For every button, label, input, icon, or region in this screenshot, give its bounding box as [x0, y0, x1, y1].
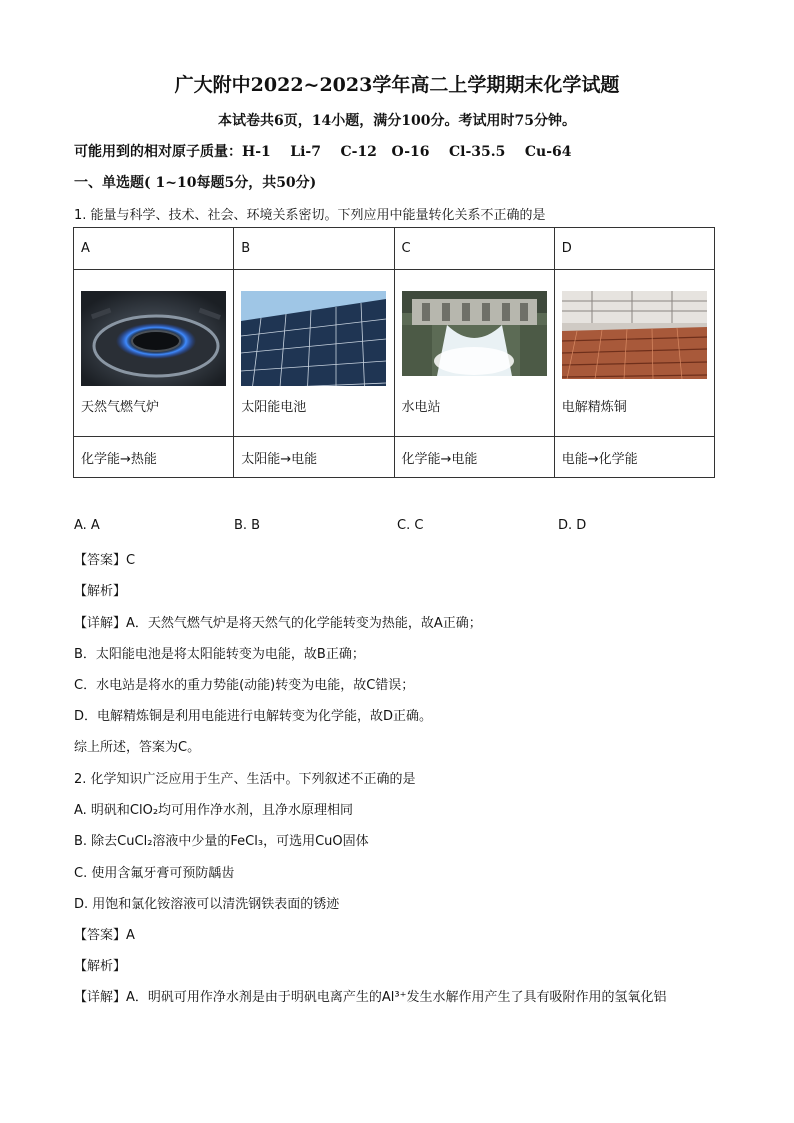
q1-option-a: A. A [74, 518, 100, 533]
q2-option-b: B. 除去CuCl₂溶液中少量的FeCl₃，可选用CuO固体 [74, 834, 369, 849]
q1-stem: 1. 能量与科学、技术、社会、环境关系密切。下列应用中能量转化关系不正确的是 [74, 208, 546, 223]
cell-c [394, 270, 554, 437]
caption-d: 电解精炼铜 [561, 400, 627, 415]
q1-option-c: C. C [397, 518, 424, 533]
q1-detail-line: B．太阳能电池是将太阳能转变为电能，故B正确； [74, 647, 365, 662]
q1-analysis-label: 【解析】 [74, 584, 127, 599]
cell-a [74, 270, 234, 437]
exam-info: 本试卷共6页，14小题，满分100分。考试用时75分钟。 [218, 113, 576, 129]
caption-a: 天然气燃气炉 [81, 400, 160, 415]
atomic-masses: 可能用到的相对原子质量：H-1 Li-7 C-12 O-16 Cl-35.5 Cu-64 [74, 144, 572, 160]
conversion-c: 化学能→电能 [394, 437, 554, 478]
conversion-b: 太阳能→电能 [234, 437, 394, 478]
q2-option-d: D. 用饱和氯化铵溶液可以清洗钢铁表面的锈迹 [74, 897, 340, 912]
page-title: 广大附中2022~2023学年高二上学期期末化学试题 [174, 74, 620, 96]
q2-option-a: A. 明矾和ClO₂均可用作净水剂，且净水原理相同 [74, 803, 354, 818]
conversion-d: 电能→化学能 [554, 437, 714, 478]
gas-stove-image [81, 291, 226, 386]
cell-b [234, 270, 394, 437]
q2-option-c: C. 使用含氟牙膏可预防龋齿 [74, 866, 235, 881]
q1-table [73, 227, 715, 478]
section-heading: 一、单选题( 1~10每题5分，共50分) [74, 175, 317, 191]
col-letter-a: A [74, 228, 234, 270]
q1-option-d: D. D [558, 518, 587, 533]
hydropower-dam-image [402, 291, 547, 386]
q2-analysis-label: 【解析】 [74, 959, 127, 974]
q1-detail-line: C．水电站是将水的重力势能(动能)转变为电能，故C错误； [74, 678, 415, 693]
q1-answer: 【答案】C [74, 553, 136, 568]
cell-d [554, 270, 714, 437]
q2-detail-line: 【详解】A．明矾可用作净水剂是由于明矾电离产生的Al³⁺发生水解作用产生了具有吸附作用的氢氧化铝 [74, 990, 667, 1005]
col-letter-b: B [234, 228, 394, 270]
q1-option-b: B. B [234, 518, 261, 533]
q1-detail-line: 【详解】A．天然气燃气炉是将天然气的化学能转变为热能，故A正确； [74, 616, 482, 631]
caption-b: 太阳能电池 [241, 400, 307, 415]
copper-refinery-image [562, 291, 707, 386]
q1-options [74, 518, 734, 536]
q2-stem: 2. 化学知识广泛应用于生产、生活中。下列叙述不正确的是 [74, 772, 416, 787]
col-letter-c: C [394, 228, 554, 270]
q2-answer: 【答案】A [74, 928, 135, 943]
q1-detail-line: D．电解精炼铜是利用电能进行电解转变为化学能，故D正确。 [74, 709, 433, 724]
q1-conclusion: 综上所述，答案为C。 [74, 740, 201, 755]
col-letter-d: D [554, 228, 714, 270]
caption-c: 水电站 [401, 400, 441, 415]
solar-panel-image [241, 291, 386, 386]
conversion-a: 化学能→热能 [74, 437, 234, 478]
